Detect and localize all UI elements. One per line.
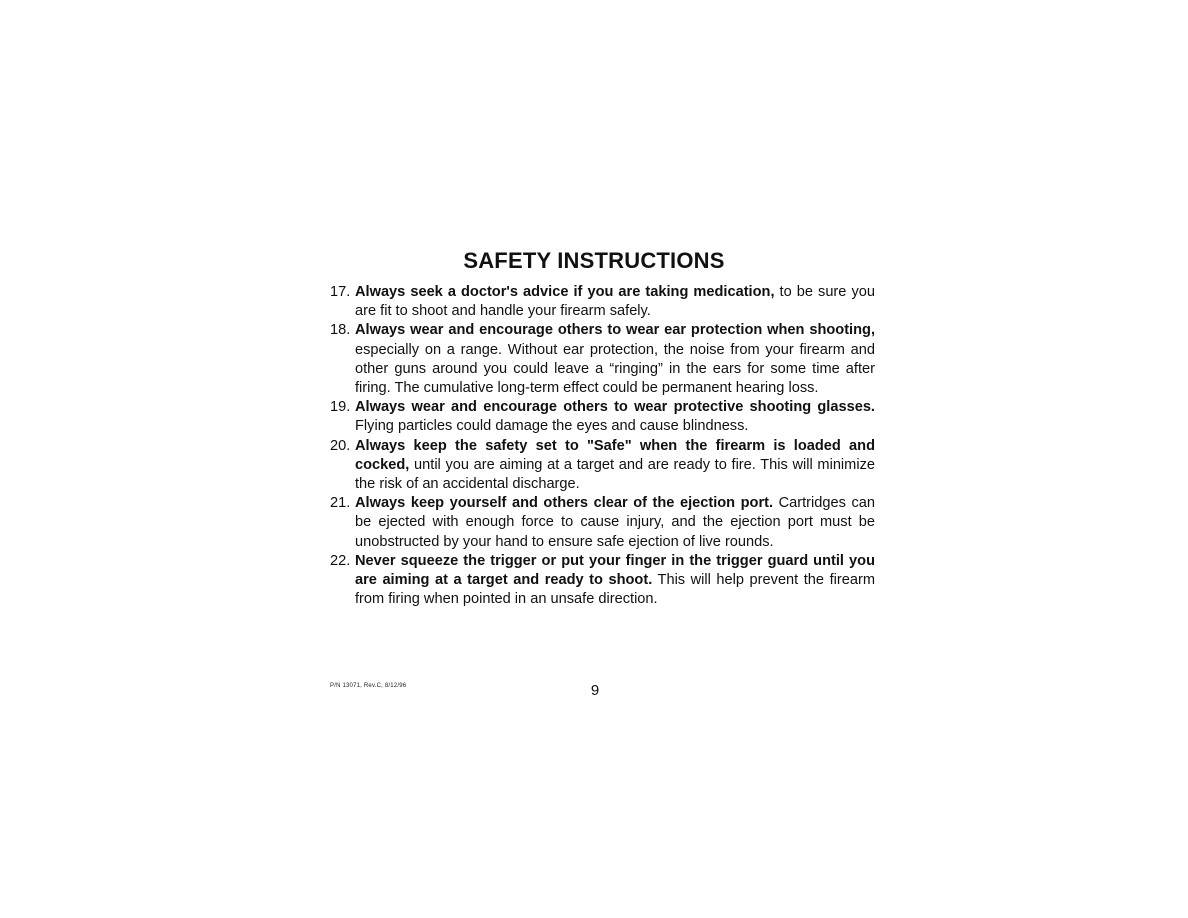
list-item-18 — [330, 321, 875, 398]
page-title: SAFETY INSTRUCTIONS — [463, 248, 725, 273]
item-text — [355, 321, 875, 398]
page-number: 9 — [590, 682, 600, 699]
item-bold-text: Always seek a doctor's advice if you are taking medication, — [355, 284, 775, 300]
item-bold-text: Always keep the safety set to "Safe" when the firearm is loaded and cocked, — [355, 437, 875, 473]
list-item-19 — [330, 398, 875, 436]
list-item-20 — [330, 437, 875, 495]
item-text — [355, 552, 875, 610]
item-body-text: especially on a range. Without ear protection, the noise from your firearm and other guns around you could leave a “ringing” in the ears for some time after firing. The cumulative long-term effect could be permanent hearing loss. — [355, 341, 875, 397]
item-text — [355, 398, 875, 436]
list-item-17 — [330, 283, 875, 321]
item-bold-text: Always wear and encourage others to wear ear protection when shooting, — [355, 322, 875, 339]
item-number: 21. — [330, 495, 351, 512]
item-text — [355, 494, 875, 552]
list-item-22 — [330, 552, 875, 610]
item-number: 17. — [330, 284, 351, 300]
list-item-21 — [330, 494, 875, 552]
item-number: 18. — [330, 322, 351, 339]
item-body-text: Flying particles could damage the eyes and cause blindness. — [355, 418, 749, 435]
item-bold-text: Always keep yourself and others clear of the ejection port. — [355, 495, 774, 512]
safety-instructions-list — [330, 283, 875, 609]
item-body-text: to be sure you are fit to shoot and handle your firearm safely. — [355, 284, 875, 320]
item-body-text: This will help prevent the firearm from firing when pointed in an unsafe direction. — [355, 572, 875, 608]
item-bold-text: Never squeeze the trigger or put your finger in the trigger guard until you are aiming at a target and ready to shoot. — [355, 552, 875, 589]
item-text — [355, 283, 875, 321]
item-body-text: Cartridges can be ejected with enough force to cause injury, and the ejection port must be unobstructed by your hand to ensure safe ejection of live rounds. — [355, 495, 875, 550]
item-number: 22. — [330, 552, 351, 569]
item-bold-text: Always wear and encourage others to wear protective shooting glasses. — [355, 399, 875, 416]
item-body-text: until you are aiming at a target and are ready to fire. This will minimize the risk of an accidental discharge. — [355, 456, 875, 493]
part-number-code: P/N 13071, Rev.C, 8/12/96 — [330, 683, 407, 689]
item-number: 20. — [330, 437, 351, 454]
item-number: 19. — [330, 399, 351, 416]
item-text — [355, 437, 875, 495]
